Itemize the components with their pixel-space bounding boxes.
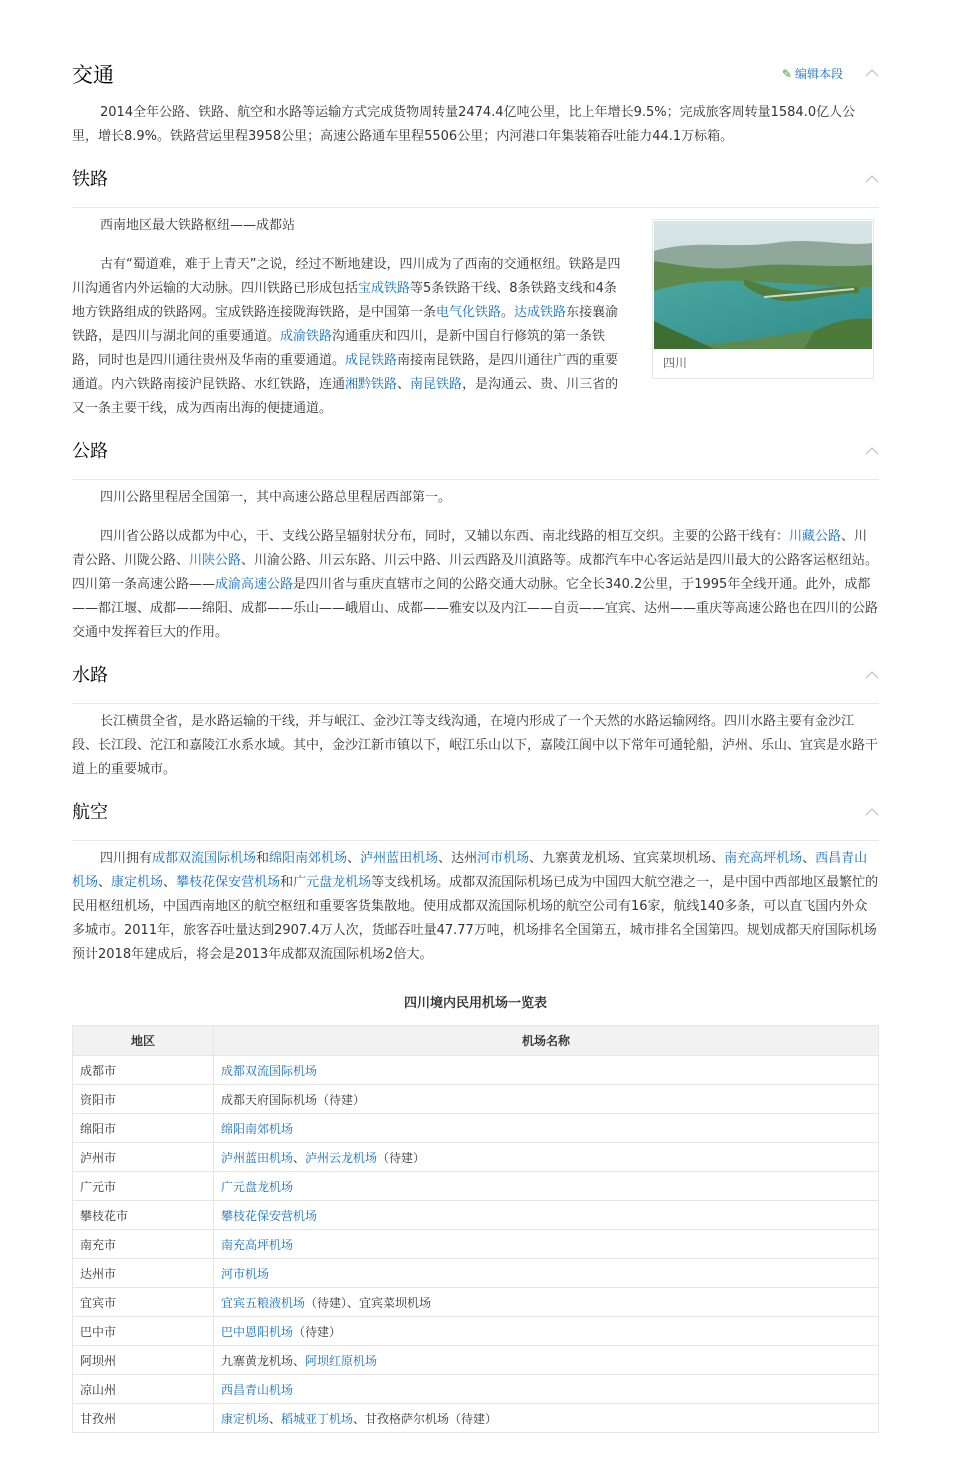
subsection-title: 航空 (72, 802, 108, 823)
airport-link[interactable]: 攀枝花保安营机场 (221, 1208, 318, 1223)
paragraph-text: 和 (256, 851, 270, 866)
airport-text: 、 (293, 1150, 306, 1165)
airport-table-title: 四川境内民用机场一览表 (403, 996, 547, 1011)
airport-link[interactable]: 西昌青山机场 (221, 1382, 294, 1397)
paragraph-text: 、达州 (438, 851, 478, 866)
transport-intro: 2014全年公路、铁路、航空和水路等运输方式完成货物周转量2474.4亿吨公里，比上年增长9.5%；完成旅客周转量1584.0亿人公里，增长8.9%。铁路营运里程3958公里；高速公路通车里程5506公里；内河港口年集装箱吞吐能力44.1万标箱。 (72, 105, 856, 144)
airport-cell (214, 1114, 879, 1143)
subsection-header-highway (72, 439, 879, 480)
waterway-paragraph: 长江横贯全省，是水路运输的干线，并与岷江、金沙江等支线沟通，在境内形成了一个天然的水路运输网络。四川水路主要有金沙江段、长江段、沱江和嘉陵江水系水域。其中，金沙江新市镇以下，岷江乐山以下，嘉陵江阆中以下常年可通轮船，泸州、乐山、宜宾是水路干道上的重要城市。 (72, 714, 879, 777)
inline-link[interactable]: 川陕公路 (189, 553, 242, 568)
airport-text: 、 (269, 1411, 282, 1426)
paragraph-text: 、 (397, 377, 411, 392)
airport-link[interactable]: 康定机场 (221, 1411, 270, 1426)
paragraph-text: 东接襄渝铁路，是四川与湖北间的重要通道。 (72, 305, 619, 344)
paragraph-text: 是四川省与重庆直辖市之间的公路交通大动脉。它全长340.2公里，于1995年全线开通。此外，成都——都江堰、成都——绵阳、成都——乐山——峨眉山、成都——雅安以及内江——自贡——宜宾、达州——重庆等高速公路也在四川的公路交通中发挥着巨大的作用。 (72, 577, 879, 640)
airport-cell (214, 1143, 879, 1172)
inline-link[interactable]: 南昆铁路 (410, 377, 463, 392)
chevron-up-icon[interactable] (865, 807, 877, 819)
inline-link[interactable]: 成都双流国际机场 (152, 851, 257, 866)
region-cell: 绵阳市 (73, 1114, 214, 1143)
airport-cell (214, 1230, 879, 1259)
region-cell: 成都市 (73, 1056, 214, 1085)
region-cell: 阿坝州 (73, 1346, 214, 1375)
paragraph-text: 等支线机场。成都双流国际机场已成为中国四大航空港之一，是中国中西部地区最繁忙的民用枢纽机场，中国西南地区的航空枢纽和重要客货集散地。使用成都双流国际机场的航空公司有16家，航线140多条，可以直飞国内外众多城市。2011年，旅客吞吐量达到2907.4万人次，货邮吞吐量47.77万吨，机场排名全国第五，城市排名全国第四。规划成都天府国际机场预计2018年建成后，将会是2013年成都双流国际机场2倍大。 (72, 875, 879, 962)
airport-table (72, 1025, 879, 1433)
inline-link[interactable]: 成渝高速公路 (215, 577, 294, 592)
airport-cell (214, 1085, 879, 1114)
subsection-title: 铁路 (72, 169, 108, 190)
inline-link[interactable]: 宝成铁路 (358, 281, 411, 296)
inline-link[interactable]: 泸州蓝田机场 (360, 851, 439, 866)
region-cell: 凉山州 (73, 1375, 214, 1404)
airport-link[interactable]: 巴中恩阳机场 (221, 1324, 294, 1339)
airport-link[interactable]: 宜宾五粮液机场 (221, 1295, 306, 1310)
table-row (73, 1317, 879, 1346)
figure-caption: 四川 (663, 356, 688, 370)
table-row (73, 1056, 879, 1085)
paragraph-text: ，是沟通云、贵、川三省的又一条主要干线，成为西南出海的便捷通道。 (72, 377, 619, 416)
river-photo (654, 221, 872, 349)
aviation-paragraph (72, 847, 879, 967)
chevron-up-icon[interactable] (865, 174, 877, 186)
paragraph-text: 、 (347, 851, 361, 866)
region-cell: 广元市 (73, 1172, 214, 1201)
chevron-up-icon[interactable] (865, 446, 877, 458)
paragraph-text: 、九寨黄龙机场、宜宾菜坝机场、 (529, 851, 725, 866)
airport-cell (214, 1375, 879, 1404)
pencil-icon: ✎ (781, 67, 792, 81)
inline-link[interactable]: 广元盘龙机场 (293, 875, 372, 890)
chevron-up-icon[interactable] (865, 68, 877, 80)
airport-link[interactable]: 河市机场 (221, 1266, 270, 1281)
airport-link[interactable]: 南充高坪机场 (221, 1237, 294, 1252)
airport-link[interactable]: 泸州云龙机场 (305, 1150, 378, 1165)
edit-section-label: 编辑本段 (794, 67, 843, 81)
airport-cell (214, 1288, 879, 1317)
table-row (73, 1143, 879, 1172)
airport-text: 九寨黄龙机场、 (221, 1353, 306, 1368)
region-cell: 达州市 (73, 1259, 214, 1288)
region-cell: 资阳市 (73, 1085, 214, 1114)
inline-link[interactable]: 电气化铁路 (436, 305, 502, 320)
airport-text: 、甘孜格萨尔机场（待建） (353, 1411, 498, 1426)
header-region: 地区 (73, 1026, 214, 1056)
paragraph-text: 、 (802, 851, 816, 866)
inline-link[interactable]: 康定机场 (111, 875, 164, 890)
header-airport: 机场名称 (214, 1026, 879, 1056)
paragraph-text: 、 (163, 875, 177, 890)
subsection-title: 公路 (72, 441, 108, 462)
paragraph-text: 四川拥有 (100, 851, 153, 866)
paragraph-text: 沟通重庆和四川，是新中国自行修筑的第一条铁路，同时也是四川通往贵州及华南的重要通道。 (72, 329, 606, 368)
airport-text: 成都天府国际机场（待建） (221, 1092, 366, 1107)
edit-section-link[interactable] (782, 66, 843, 82)
table-row (73, 1404, 879, 1433)
inline-link[interactable]: 西昌青山机场 (72, 851, 868, 890)
table-row (73, 1085, 879, 1114)
airport-cell (214, 1317, 879, 1346)
airport-cell (214, 1056, 879, 1085)
table-row (73, 1259, 879, 1288)
region-cell: 巴中市 (73, 1317, 214, 1346)
subsection-header-waterway (72, 663, 879, 704)
region-cell: 南充市 (73, 1230, 214, 1259)
inline-link[interactable]: 南充高坪机场 (724, 851, 803, 866)
table-header-row (73, 1026, 879, 1056)
region-cell: 泸州市 (73, 1143, 214, 1172)
airport-cell (214, 1172, 879, 1201)
table-row (73, 1375, 879, 1404)
airport-text: （待建） (377, 1150, 426, 1165)
railway-paragraph (72, 253, 628, 421)
paragraph-text: 、川青公路、川陇公路、 (72, 529, 868, 568)
table-row (73, 1114, 879, 1143)
table-row (73, 1230, 879, 1259)
airport-link[interactable]: 成都双流国际机场 (221, 1063, 318, 1078)
airport-cell (214, 1346, 879, 1375)
paragraph-text: 和 (280, 875, 294, 890)
railway-lead: 西南地区最大铁路枢纽——成都站 (100, 218, 296, 233)
inline-link[interactable]: 成渝铁路 (280, 329, 333, 344)
airport-link[interactable]: 泸州蓝田机场 (221, 1150, 294, 1165)
sichuan-figure[interactable] (652, 219, 874, 379)
paragraph-text: 。 (501, 305, 515, 320)
paragraph-text: 等5条铁路干线、8条铁路支线和4条地方铁路组成的铁路网。宝成铁路连接陇海铁路，是中国第一条 (72, 281, 617, 320)
region-cell: 甘孜州 (73, 1404, 214, 1433)
airport-link[interactable]: 阿坝红原机场 (305, 1353, 378, 1368)
paragraph-text: 古有“蜀道难，难于上青天”之说，经过不断地建设，四川成为了西南的交通枢纽。铁路是四川沟通省内外运输的大动脉。四川铁路已形成包括 (72, 257, 621, 296)
inline-link[interactable]: 川藏公路 (789, 529, 842, 544)
paragraph-text: 四川省公路以成都为中心，干、支线公路呈辐射状分布，同时，又辅以东西、南北线路的相互交织。主要的公路干线有： (100, 529, 790, 544)
subsection-header-aviation (72, 800, 879, 841)
table-row (73, 1172, 879, 1201)
airport-text: （待建）、宜宾菜坝机场 (305, 1295, 432, 1310)
inline-link[interactable]: 湘黔铁路 (345, 377, 398, 392)
paragraph-text: 、川渝公路、川云东路、川云中路、川云西路及川滇路等。成都汽车中心客运站是四川最大的公路客运枢纽站。四川第一条高速公路—— (72, 553, 879, 592)
inline-link[interactable]: 成昆铁路 (345, 353, 398, 368)
section-header-transport (72, 58, 879, 92)
table-row (73, 1346, 879, 1375)
table-row (73, 1201, 879, 1230)
highway-paragraph (72, 525, 879, 645)
airport-link[interactable]: 绵阳南郊机场 (221, 1121, 294, 1136)
inline-link[interactable]: 河市机场 (477, 851, 530, 866)
subsection-title: 水路 (72, 665, 108, 686)
inline-link[interactable]: 达成铁路 (514, 305, 567, 320)
airport-cell (214, 1201, 879, 1230)
region-cell: 宜宾市 (73, 1288, 214, 1317)
section-title: 交通 (72, 63, 114, 87)
airport-link[interactable]: 广元盘龙机场 (221, 1179, 294, 1194)
airport-cell (214, 1404, 879, 1433)
subsection-header-railway (72, 167, 879, 208)
inline-link[interactable]: 绵阳南郊机场 (269, 851, 348, 866)
region-cell: 攀枝花市 (73, 1201, 214, 1230)
paragraph-text: 南接南昆铁路，是四川通往广西的重要通道。内六铁路南接沪昆铁路、水红铁路，连通 (72, 353, 619, 392)
paragraph-text: 、 (98, 875, 112, 890)
inline-link[interactable]: 攀枝花保安营机场 (176, 875, 281, 890)
highway-lead: 四川公路里程居全国第一，其中高速公路总里程居西部第一。 (100, 490, 452, 505)
airport-cell (214, 1259, 879, 1288)
airport-text: （待建） (293, 1324, 342, 1339)
table-row (73, 1288, 879, 1317)
chevron-up-icon[interactable] (865, 670, 877, 682)
airport-link[interactable]: 稻城亚丁机场 (281, 1411, 354, 1426)
